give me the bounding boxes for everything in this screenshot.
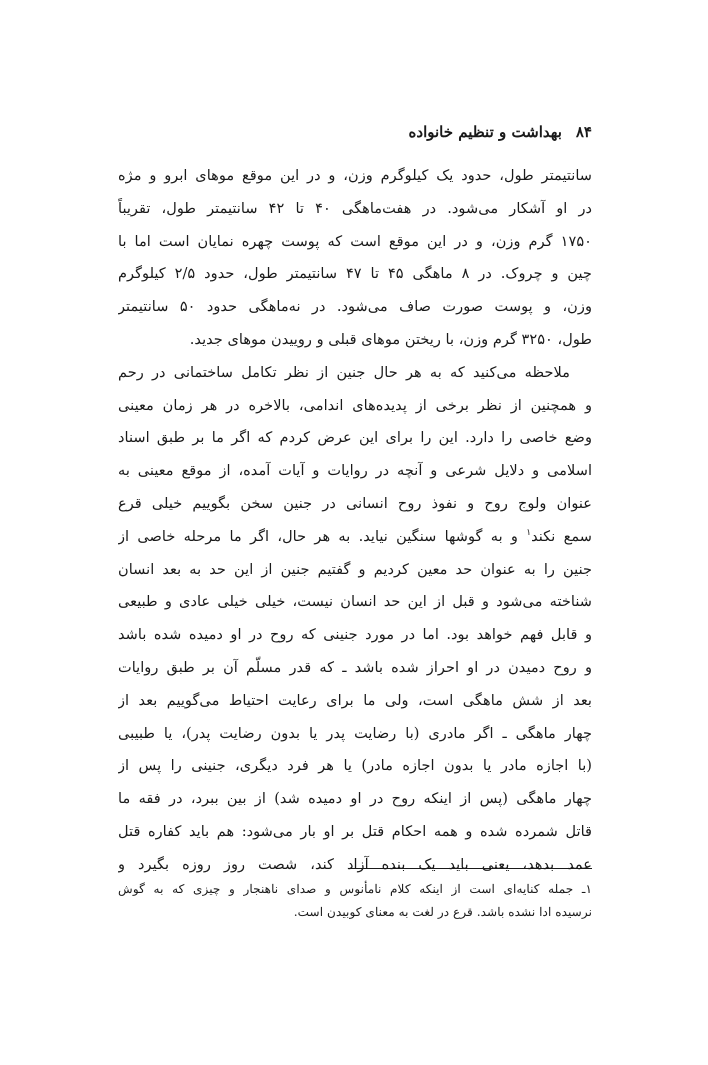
footnote-divider: [350, 868, 592, 869]
footnote-line: ۱ـ جمله کنایه‌ای است از اینکه کلام نامأنوس و صدای ناهنجار و چیزی که به گوش: [118, 882, 592, 896]
page-number: ۸۴: [575, 123, 592, 141]
body-line: سانتیمتر طول، حدود یک کیلوگرم وزن، و در این موقع موهای ابرو و مژه: [118, 167, 592, 184]
body-line: در او آشکار می‌شود. در هفت‌ماهگی ۴۰ تا ۴۲ سانتیمتر طول، تقریباً: [118, 199, 592, 217]
body-line: چهار ماهگی (پس از اینکه روح در او دمیده شد) از بین ببرد، در فقه ما: [118, 790, 592, 808]
body-line: عنوان ولوج روح و نفوذ روح انسانی در جنین سخن بگوییم خیلی قرع: [118, 494, 592, 512]
body-line: چهار ماهگی ـ اگر مادری (با رضایت پدر یا بدون رضایت پدر)، یا طبیبی: [118, 724, 592, 742]
body-line: و قابل فهم خواهد بود. اما در مورد جنینی که روح در او دمیده شده باشد: [118, 626, 592, 644]
body-line: بعد از شش ماهگی است، ولی ما برای رعایت احتیاط می‌گوییم بعد از: [118, 691, 592, 709]
body-text: [118, 160, 592, 882]
page-header: [118, 120, 592, 144]
running-title: بهداشت و تنظیم خانواده: [408, 123, 562, 141]
body-line: وضع خاصی را دارد. این را برای این عرض کردم که اگر ما بر طبق اسناد: [118, 429, 592, 447]
body-line: اسلامی و دلایل شرعی و آنچه در روایات و آیات آمده، از موقع معینی به: [118, 462, 592, 480]
footnote-anchor-text: سمع نکند: [531, 527, 592, 545]
body-line: قاتل شمرده شده و همه احکام قتل بر او بار می‌شود: هم باید کفاره قتل: [118, 822, 592, 840]
body-line: شناخته می‌شود و قبل از این حد انسان نیست، خیلی خیلی عادی و طبیعی: [118, 593, 592, 611]
body-line-with-footnote: [118, 521, 592, 554]
body-line-rest: و به گوشها سنگین نیاید. به هر حال، اگر ما مرحله خاصی از: [118, 527, 518, 545]
body-line: و روح دمیدن در او احراز شده باشد ـ که قدر مسلّم آن بر طبق روایات: [118, 658, 592, 676]
body-line: و همچنین از نظر برخی از پدیده‌های اندامی، بالاخره در هر زمان معینی: [118, 396, 592, 414]
footnote-line: نرسیده ادا نشده باشد. قرع در لغت به معنای کوبیدن است.: [293, 905, 592, 919]
body-line: عمد بدهد، یعنی باید یک بنده آزاد کند، شصت روز روزه بگیرد و: [118, 855, 592, 873]
paragraph-start-line: ملاحظه می‌کنید که به هر حال جنین از نظر تکامل ساختمانی در رحم: [118, 363, 570, 381]
footnote: [118, 878, 592, 924]
body-line: چین و چروک. در ۸ ماهگی ۴۵ تا ۴۷ سانتیمتر طول، حدود ۲/۵ کیلوگرم: [118, 265, 592, 283]
paragraph-end-line: طول، ۳۲۵۰ گرم وزن، با ریختن موهای قبلی و روییدن موهای جدید.: [189, 330, 592, 348]
body-line: جنین را به عنوان حد معین کردیم و گفتیم جنین از این حد به بعد انسان: [118, 560, 592, 578]
body-line: (با اجازه مادر یا بدون اجازه مادر) یا هر فرد دیگری، جنینی را پس از: [118, 757, 592, 775]
footnote-reference[interactable]: ۱: [526, 527, 532, 538]
body-line: ۱۷۵۰ گرم وزن، و در این موقع است که پوست چهره نمایان است اما با: [118, 232, 592, 250]
body-line: وزن، و پوست صورت صاف می‌شود. در نه‌ماهگی حدود ۵۰ سانتیمتر: [118, 298, 592, 316]
